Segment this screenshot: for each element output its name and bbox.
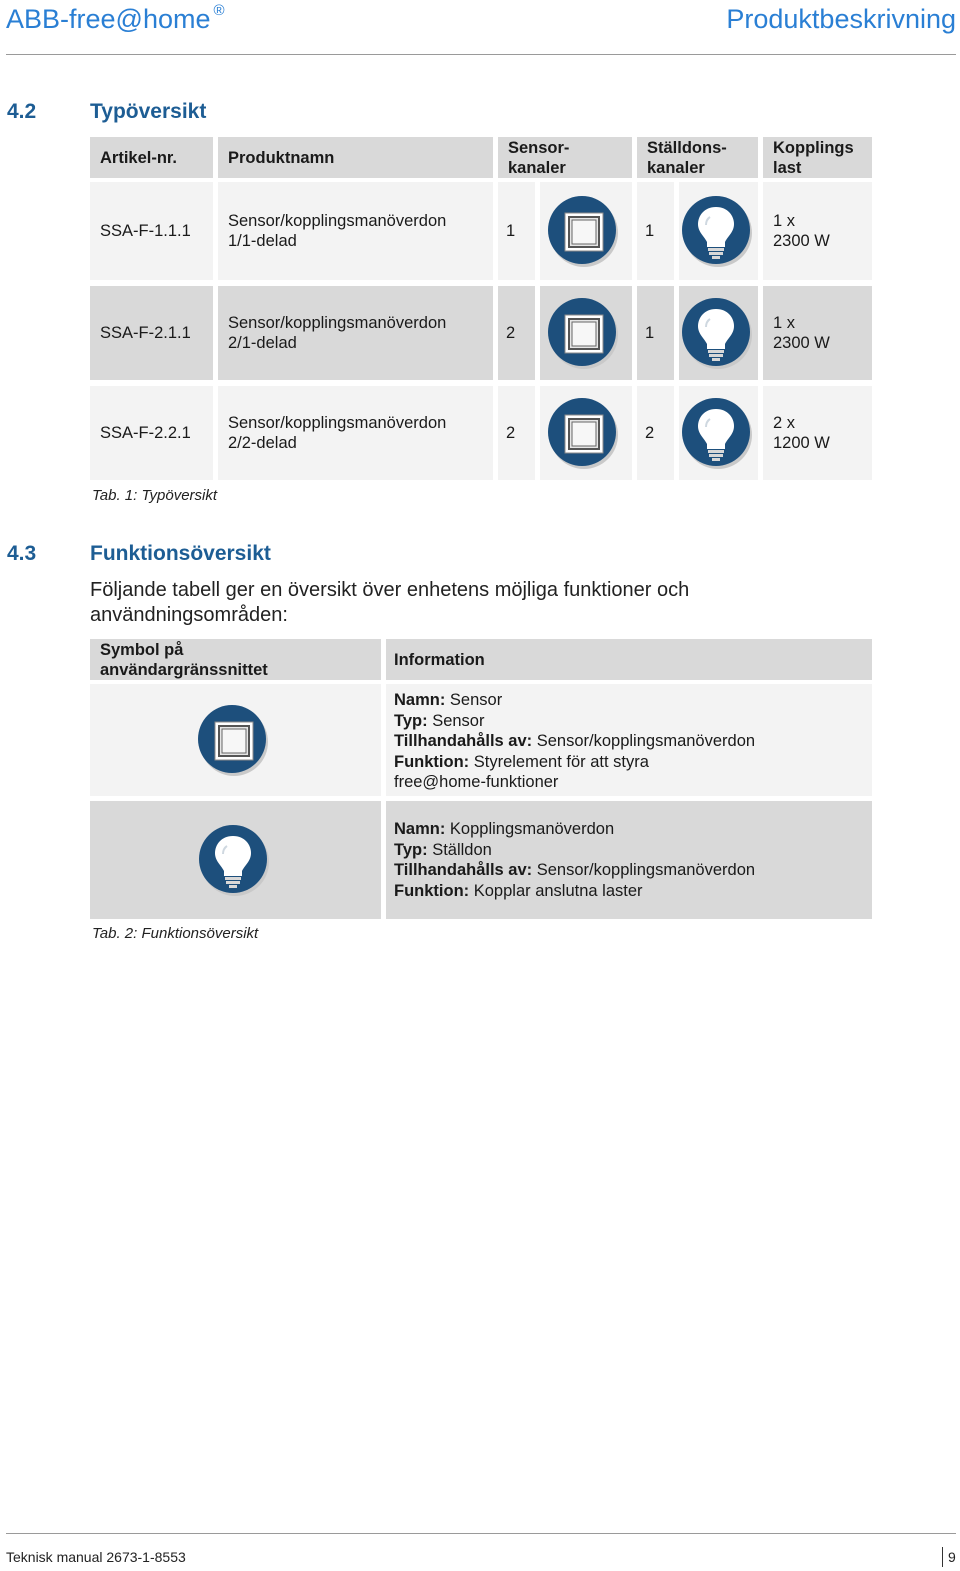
info-name: Namn: Kopplingsmanöverdon [394, 820, 615, 838]
section-title: Typöversikt [90, 100, 207, 123]
function-row-symbol [90, 801, 381, 919]
table-row-sensor-symbol [540, 182, 632, 280]
table-row-product: Sensor/kopplingsmanöverdon 2/2-delad [218, 386, 493, 480]
info-function: Funktion: Kopplar anslutna laster [394, 881, 643, 900]
table-caption: Tab. 1: Typöversikt [92, 487, 218, 504]
table-row-sensor-count: 1 [498, 182, 535, 280]
section-number: 4.2 [7, 100, 37, 123]
table-row-product: Sensor/kopplingsmanöverdon 2/1-delad [218, 286, 493, 380]
table-row-load: 1 x 2300 W [763, 182, 872, 280]
info-provided-by: Tillhandahålls av: Sensor/kopplingsmanöverdon [394, 732, 756, 750]
function-row-info [386, 684, 872, 796]
header-sensor-channels: Sensor- kanaler [498, 137, 632, 178]
table-caption: Tab. 2: Funktionsöversikt [92, 925, 259, 942]
sensor-icon [548, 397, 624, 469]
table-row-load: 2 x 1200 W [763, 386, 872, 480]
bulb-icon [682, 297, 756, 369]
function-row-info [386, 801, 872, 919]
bulb-icon [682, 195, 756, 267]
table-row-actuator-symbol [679, 182, 758, 280]
info-function-cont: free@home-funktioner [394, 773, 559, 791]
header-information: Information [386, 639, 872, 680]
sensor-icon [548, 195, 624, 267]
info-provided-by: Tillhandahålls av: Sensor/kopplingsmanöverdon [394, 861, 756, 879]
sensor-icon [548, 297, 624, 369]
table-row-load: 1 x 2300 W [763, 286, 872, 380]
sensor-icon [198, 704, 274, 776]
table-row-actuator-symbol [679, 286, 758, 380]
table-row-actuator-count: 1 [637, 182, 674, 280]
section-label: Produktbeskrivning [726, 4, 956, 34]
table-row-article: SSA-F-1.1.1 [90, 182, 213, 280]
section-number: 4.3 [7, 542, 37, 565]
info-type: Typ: Sensor [394, 711, 485, 730]
info-function: Funktion: Styrelement för att styra [394, 752, 649, 771]
table-row-article: SSA-F-2.2.1 [90, 386, 213, 480]
header-product: Produktnamn [218, 137, 493, 178]
table-row-sensor-count: 2 [498, 386, 535, 480]
table-row-actuator-count: 1 [637, 286, 674, 380]
footer-manual-id: Teknisk manual 2673-1-8553 [6, 1549, 186, 1565]
page-header [6, 0, 956, 55]
footer-divider [6, 1533, 956, 1534]
table-row-sensor-count: 2 [498, 286, 535, 380]
info-type: Typ: Ställdon [394, 840, 492, 859]
table-row-sensor-symbol [540, 386, 632, 480]
header-symbol: Symbol på användargränssnittet [90, 639, 381, 680]
page-number: 9 [942, 1547, 956, 1567]
table-row-actuator-count: 2 [637, 386, 674, 480]
brand-title: ABB-free@home ® [6, 2, 225, 34]
intro-paragraph: Följande tabell ger en översikt över enhetens möjliga funktioner och användningsområden: [90, 579, 690, 626]
header-article: Artikel-nr. [90, 137, 213, 178]
table-row-article: SSA-F-2.1.1 [90, 286, 213, 380]
section-title: Funktionsöversikt [90, 542, 271, 565]
function-row-symbol [90, 684, 381, 796]
header-actuator-channels: Ställdons- kanaler [637, 137, 758, 178]
bulb-icon [682, 397, 756, 469]
table-row-sensor-symbol [540, 286, 632, 380]
table-row-actuator-symbol [679, 386, 758, 480]
info-name: Namn: Sensor [394, 691, 503, 709]
bulb-icon [199, 824, 273, 896]
table-row-product: Sensor/kopplingsmanöverdon 1/1-delad [218, 182, 493, 280]
header-switching-load: Kopplings last [763, 137, 872, 178]
